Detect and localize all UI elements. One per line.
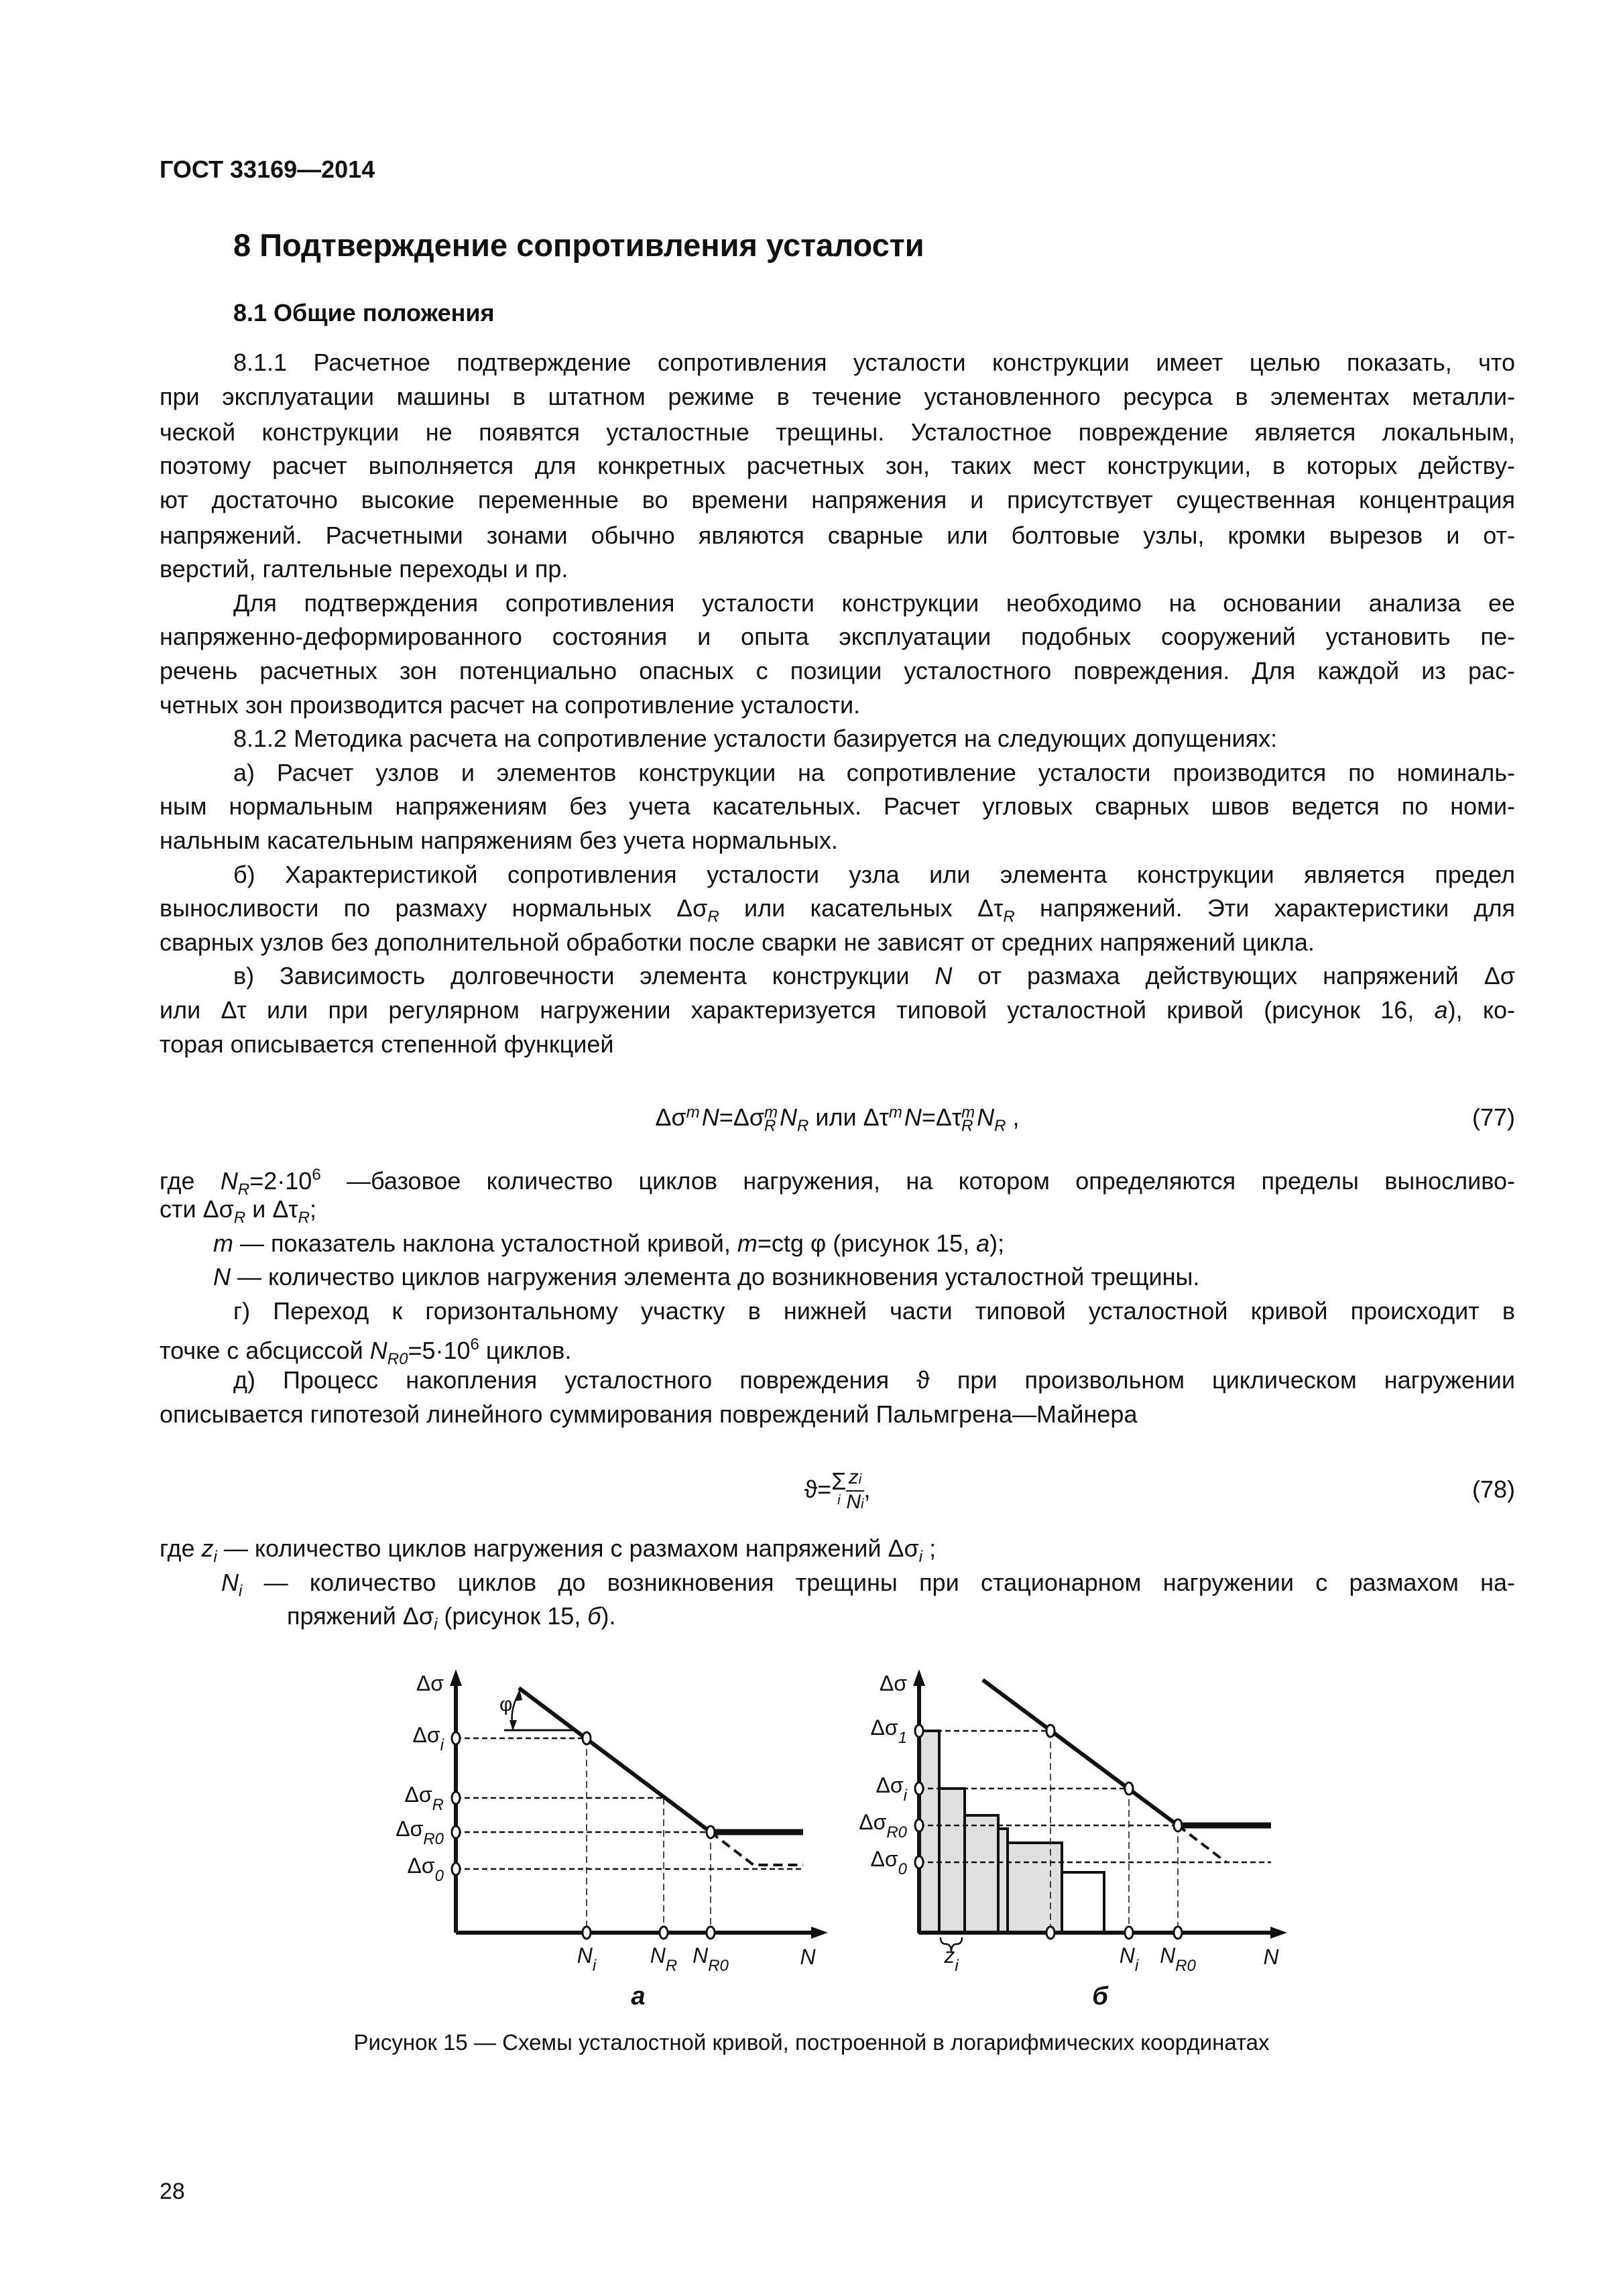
y-axis-label-a: Δσ (416, 1671, 444, 1695)
load-block-bar (1008, 1843, 1062, 1933)
math-symbol: N (935, 962, 953, 990)
text-run: — количество циклов до возникновения трещины при стационарном нагружении с размахом на- (242, 1568, 1515, 1596)
label-subscript: i (592, 1957, 597, 1975)
label-base: Δσ (396, 1817, 424, 1841)
y-tick-label (413, 1723, 444, 1754)
text-line (160, 892, 1515, 925)
text-run: четных зон производится расчет на сопротивление усталости. (160, 690, 861, 719)
text-run: Для подтверждения сопротивления усталости конструкции необходимо на основании анализа ее (233, 589, 1515, 617)
formula-number: (77) (1471, 1103, 1515, 1132)
formula (160, 1463, 1515, 1516)
text-run: 8.1.2 Методика расчета на сопротивление усталости базируется на следующих допущениях: (233, 725, 1278, 753)
label-subscript: i (440, 1736, 444, 1754)
load-block-bar (1062, 1872, 1104, 1933)
subscript: i (239, 1581, 243, 1600)
label-subscript: R (432, 1796, 444, 1814)
text-line (160, 1193, 316, 1226)
text-run: сти Δσ (160, 1195, 234, 1223)
text-run: —базовое количество циклов нагружения, на котором определяются пределы выносливо- (320, 1167, 1516, 1195)
label-subscript: R0 (1175, 1957, 1196, 1975)
label-base: N (650, 1943, 666, 1968)
text-line (233, 858, 1515, 892)
text-run: (рисунок 15, (437, 1602, 588, 1630)
text-run: а) Расчет узлов и элементов конструкции на сопротивление усталости производится по номиналь- (233, 758, 1515, 786)
text-run: =Δτ (921, 1103, 962, 1132)
subscript (889, 1120, 902, 1133)
text-line (213, 1260, 1199, 1294)
text-line (160, 654, 1515, 688)
label-base: Δσ (859, 1810, 887, 1834)
load-block-bar (998, 1829, 1008, 1933)
text-line (160, 380, 1515, 414)
label-base: N (1160, 1943, 1176, 1968)
text-line (160, 824, 838, 857)
fraction (846, 1467, 863, 1515)
sup-sub-stack (764, 1103, 778, 1135)
text-line (160, 449, 1515, 483)
text-line (160, 1532, 936, 1565)
text-run: торая описывается степенной функцией (160, 1030, 614, 1058)
y-tick-label (871, 1847, 908, 1878)
text-line (233, 346, 1515, 379)
label-base: Δσ (412, 1723, 440, 1747)
superscript: 6 (470, 1335, 479, 1354)
subscript: R (707, 908, 719, 926)
math-symbol: N (701, 1103, 719, 1132)
label-base: Δσ (870, 1847, 898, 1871)
panel-label-b: б (1092, 1982, 1108, 2010)
x-tick-label (693, 1943, 729, 1975)
math-symbol: б (587, 1602, 601, 1630)
text-line (233, 1294, 1515, 1328)
fatigue-curve-b (983, 1680, 1178, 1825)
math-symbol: z (201, 1534, 214, 1562)
text-line (160, 416, 1515, 449)
text-run: ным нормальным напряжениям без учета касательных. Расчет угловых сварных швов ведется по номи- (160, 792, 1515, 821)
y-axis-arrow (450, 1669, 462, 1686)
text-run: =5·10 (408, 1337, 471, 1365)
figure-panel-b (913, 1669, 1287, 1952)
text-run: д) Процесс накопления усталостного повреждения ϑ при произвольном циклическом нагружении (233, 1366, 1515, 1394)
text-run: ), ко- (1447, 996, 1516, 1024)
text-line (160, 1328, 572, 1369)
text-line (233, 959, 1515, 993)
superscript: m (686, 1103, 700, 1122)
text-line (160, 790, 1515, 823)
x-tick-label (650, 1943, 677, 1975)
formula-number: (78) (1471, 1475, 1515, 1503)
text-run: верстий, галтельные переходы и пр. (160, 555, 568, 583)
subscript: R (764, 1116, 776, 1135)
numerator-symbol: z (848, 1466, 859, 1489)
sup-sub-stack (686, 1103, 700, 1133)
text-run: циклов. (479, 1337, 572, 1365)
text-run: =2·10 (249, 1167, 312, 1195)
subscript: R (237, 1181, 250, 1199)
numerator-index: i (858, 1472, 862, 1488)
x-axis-label-b: N (1263, 1945, 1279, 1969)
math-symbol: N (221, 1568, 239, 1596)
x-tick-label (943, 1943, 959, 1975)
subscript: R0 (387, 1350, 408, 1369)
text-run: ϑ= (804, 1475, 832, 1503)
text-line (160, 1158, 1516, 1199)
numerator (846, 1467, 863, 1492)
sum-index: i (837, 1493, 841, 1508)
label-subscript: 0 (434, 1867, 444, 1885)
label-base: z (944, 1943, 955, 1968)
text-run: ; (922, 1534, 937, 1562)
text-run: напряженно-деформированного состояния и опыта эксплуатации подобных сооружений установить пе- (160, 623, 1515, 651)
text-run: напряжений. Расчетными зонами обычно являются сварные или болтовые узлы, кромки вырезов и от- (160, 521, 1515, 549)
math-symbol: N (220, 1167, 238, 1195)
math-symbol: N (213, 1263, 231, 1291)
math-symbol: N (780, 1103, 798, 1132)
text-run: ют достаточно высокие переменные во времени напряжения и присутствует существенная концентрация (160, 485, 1515, 513)
text-line (233, 1364, 1515, 1397)
subscript: i (213, 1548, 217, 1566)
figure-caption: Рисунок 15 — Схемы усталостной кривой, построенной в логарифмических координатах (353, 2030, 1270, 2055)
subsection-title: 8.1 Общие положения (233, 299, 495, 326)
text-run: или Δτ (808, 1103, 889, 1132)
label-base: Δσ (404, 1783, 432, 1807)
text-run: б) Характеристикой сопротивления усталости узла или элемента конструкции является предел (233, 860, 1515, 888)
math-symbol: N (904, 1103, 922, 1132)
y-tick-label (396, 1817, 444, 1848)
x-axis-label-a: N (800, 1945, 816, 1969)
load-block-bar (965, 1815, 998, 1933)
text-line (287, 1599, 616, 1633)
label-base: Δσ (870, 1715, 898, 1740)
text-run: ). (601, 1602, 616, 1630)
label-subscript: R (665, 1957, 678, 1975)
document-code: ГОСТ 33169—2014 (160, 156, 375, 183)
text-line (160, 519, 1515, 552)
text-run: или касательных Δτ (719, 894, 1004, 922)
subscript: i (434, 1616, 438, 1634)
text-line (233, 587, 1515, 620)
figure-15 (396, 1656, 1307, 2018)
math-symbol: N (369, 1337, 387, 1365)
text-run: при эксплуатации машины в штатном режиме в течение установленного ресурса в элементах металли- (160, 382, 1515, 410)
fatigue-curve (519, 1688, 711, 1832)
subscript: i (918, 1548, 923, 1566)
load-block-bar (919, 1731, 939, 1933)
y-tick-label (405, 1783, 444, 1814)
x-tick-label (577, 1943, 597, 1975)
text-line (213, 1227, 1004, 1260)
denominator-symbol: N (846, 1491, 861, 1514)
text-run: ); (989, 1229, 1005, 1257)
text-line (160, 552, 568, 586)
label-subscript: i (903, 1787, 907, 1805)
math-symbol: m (737, 1229, 758, 1257)
label-base: N (577, 1943, 593, 1968)
formula (160, 1091, 1515, 1144)
label-base: Δσ (407, 1854, 435, 1878)
text-run: — количество циклов нагружения элемента до возникновения усталостной трещины. (231, 1263, 1200, 1291)
label-subscript: R0 (423, 1830, 444, 1848)
text-run: ческой конструкции не появятся усталостные трещины. Усталостное повреждение является локальным, (160, 418, 1515, 446)
angle-label: φ (499, 1693, 513, 1715)
denominator (846, 1492, 863, 1515)
text-line (233, 722, 1277, 756)
superscript: 6 (312, 1166, 321, 1185)
text-run: где (160, 1167, 221, 1195)
label-subscript: R0 (708, 1957, 729, 1975)
denominator-index: i (861, 1497, 864, 1512)
label-base: Δσ (876, 1773, 904, 1797)
label-subscript: i (1134, 1957, 1139, 1975)
superscript: m (764, 1103, 778, 1122)
sup-sub-stack (961, 1103, 975, 1135)
y-axis-label-b: Δσ (879, 1671, 907, 1695)
text-line (160, 993, 1515, 1027)
subscript: R (994, 1117, 1006, 1136)
y-tick-label (859, 1810, 907, 1841)
text-run: =ctg φ (рисунок 15, (757, 1229, 977, 1257)
math-symbol: m (213, 1229, 233, 1257)
extended-curve (711, 1832, 803, 1865)
text-run: , (1006, 1103, 1020, 1132)
label-subscript: i (955, 1957, 959, 1975)
text-run: речень расчетных зон потенциально опасных с позиции усталостного повреждения. Для каждой из рас- (160, 657, 1515, 684)
text-run: пряжений Δσ (287, 1602, 434, 1630)
load-block-bar (939, 1789, 965, 1933)
label-subscript: 1 (898, 1729, 907, 1747)
subscript: R (961, 1116, 973, 1135)
text-run: или Δτ или при регулярном нагружении характеризуется типовой усталостной кривой (рисунок 16, (160, 996, 1435, 1024)
text-line (160, 1398, 1137, 1431)
text-run: описывается гипотезой линейного суммирования повреждений Пальмгрена—Майнера (160, 1400, 1138, 1428)
text-line (233, 756, 1515, 790)
label-subscript: 0 (898, 1860, 907, 1878)
superscript: m (888, 1103, 902, 1122)
math-symbol: а (1434, 996, 1448, 1024)
subscript (686, 1120, 700, 1133)
text-run: точке с абсциссой (160, 1337, 370, 1365)
text-run: сварных узлов без дополнительной обработки после сварки не зависят от средних напряжений цикла. (160, 928, 1315, 956)
sup-sub-stack (888, 1103, 902, 1133)
text-run: в) Зависимость долговечности элемента конструкции (233, 962, 935, 990)
subscript: R (1003, 908, 1015, 926)
page-number: 28 (160, 2179, 185, 2204)
text-run: напряжений. Эти характеристики для (1014, 894, 1515, 922)
text-run: ; (309, 1195, 316, 1223)
text-run: — количество циклов нагружения с размахом напряжений Δσ (217, 1534, 919, 1562)
text-run: 8.1.1 Расчетное подтверждение сопротивления усталости конструкции имеет целью показать, что (233, 349, 1515, 377)
text-run: Δσ (655, 1103, 686, 1132)
label-subscript: R0 (886, 1823, 907, 1841)
y-tick-label (871, 1715, 907, 1747)
subscript: R (233, 1209, 246, 1227)
x-tick-label (1160, 1943, 1196, 1975)
y-tick-label (408, 1854, 444, 1885)
subscript: R (797, 1117, 809, 1136)
text-line (160, 1028, 614, 1061)
text-run: и Δτ (245, 1195, 298, 1223)
text-run: нальным касательным напряжениям без учета нормальных. (160, 827, 838, 854)
text-line (160, 483, 1515, 517)
math-symbol: N (977, 1103, 995, 1132)
text-line (160, 620, 1515, 654)
label-base: N (693, 1943, 709, 1968)
x-tick-label (1120, 1943, 1139, 1975)
y-tick-label (876, 1773, 908, 1805)
superscript: m (961, 1103, 975, 1122)
text-run: , (863, 1475, 871, 1503)
text-run: г) Переход к горизонтальному участку в нижней части типовой усталостной кривой происходит в (233, 1296, 1515, 1325)
x-axis-arrow (811, 1927, 828, 1939)
sum-symbol (831, 1467, 847, 1510)
text-run: поэтому расчет выполняется для конкретных расчетных зон, таких мест конструкции, в которых действу- (160, 452, 1515, 480)
panel-label-a: а (631, 1982, 646, 2010)
text-line (160, 926, 1315, 959)
math-symbol: а (976, 1229, 990, 1257)
text-run: =Δσ (719, 1103, 765, 1132)
text-run: — показатель наклона усталостной кривой, (233, 1229, 737, 1257)
label-base: N (1119, 1943, 1135, 1968)
text-line (221, 1566, 1515, 1599)
text-line (160, 688, 860, 722)
text-run: где (160, 1534, 202, 1562)
text-run: выносливости по размаху нормальных Δσ (160, 894, 708, 922)
section-title: 8 Подтверждение сопротивления усталости (233, 227, 924, 263)
sigma-sign: Σ (831, 1467, 847, 1496)
text-run: от размаха действующих напряжений Δσ (952, 962, 1515, 990)
subscript: R (298, 1209, 310, 1227)
